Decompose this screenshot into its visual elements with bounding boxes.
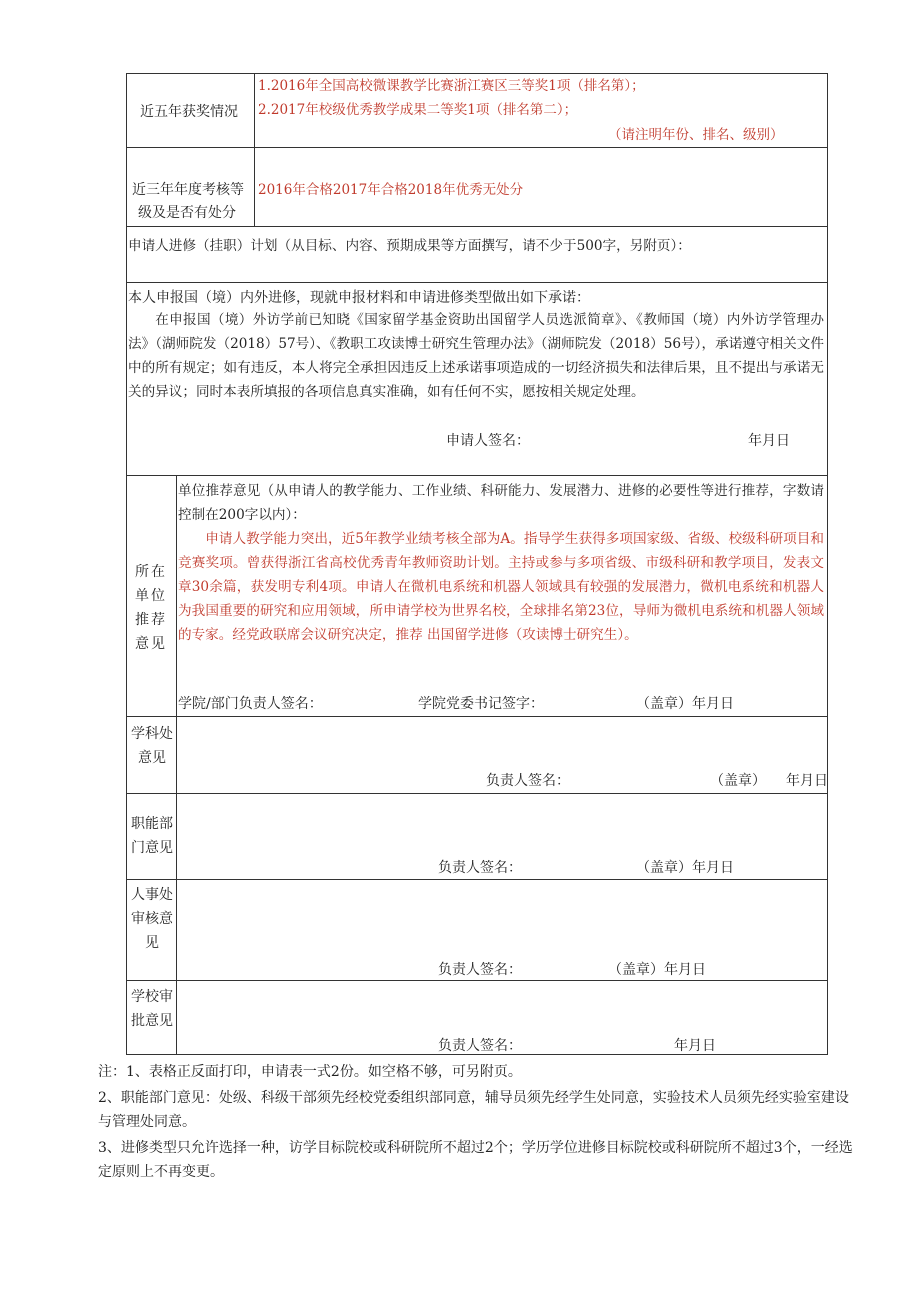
- awards-item-2: 2.2017年校级优秀教学成果二等奖1项（排名第二）；: [258, 102, 578, 118]
- column-divider: [254, 73, 255, 226]
- discipline-seal: （盖章）: [710, 773, 766, 789]
- school-signature-label: 负责人签名：: [438, 1038, 522, 1054]
- awards-label: 近五年获奖情况: [140, 104, 238, 120]
- plan-title: 申请人进修（挂职）计划（从目标、内容、预期成果等方面撰写，请不少于500字，另附页）：: [128, 238, 691, 254]
- row-divider: [126, 980, 828, 981]
- note-3: 3、进修类型只允许选择一种，访学目标院校或科研院所不超过2个；学历学位进修目标院校或科研院所不超过3个，一经选定原则上不再变更。: [98, 1140, 853, 1180]
- unit-recommendation-text: 申请人教学能力突出，近5年教学业绩考核全部为A。指导学生获得多项国家级、省级、校级科研项目和竞赛奖项。曾获得浙江省高校优秀青年教师资助计划。主持或参与多项省级、市级科研和教学项目，发表文章30余篇，获发明专利4项。申请人在微机电系统和机器人领域具有较强的发展潜力，微机电系统和机器人为我国重要的研究和应用领域，所申请学校为世界名校，全球排名第23位，导师为微机电系统和机器人领域的专家。经党政联席会议研究决定，推荐 出国留学进修（攻读博士研究生）。: [178, 531, 824, 643]
- note-2: 2、职能部门意见：处级、科级干部须先经校党委组织部同意，辅导员须先经学生处同意，实验技术人员须先经实验室建设与管理处同意。: [98, 1090, 849, 1130]
- row-divider: [126, 226, 828, 227]
- row-divider: [126, 879, 828, 880]
- discipline-signature-label: 负责人签名：: [486, 773, 570, 789]
- school-date: 年月日: [674, 1038, 716, 1054]
- discipline-office-label: 学科处意见: [131, 726, 173, 766]
- discipline-date: 年月日: [786, 773, 828, 789]
- school-approval-label: 学校审批意见: [131, 989, 173, 1029]
- dept-head-signature-label: 学院/部门负责人签名：: [178, 696, 323, 712]
- applicant-date-label: 年月日: [748, 433, 790, 449]
- pledge-body: 在申报国（境）外访学前已知晓《国家留学基金资助出国留学人员选派简章》、《教师国（境）内外访学管理办法》（湖师院发（2018）57号）、《教职工攻读博士研究生管理办法》（湖师院发（2018）56号），承诺遵守相关文件中的所有规定；如有违反，本人将完全承担因违反上述承诺事项造成的一切经济损失和法律后果，且不提出与承诺无关的异议；同时本表所填报的各项信息真实准确，如有任何不实，愿按相关规定处理。: [128, 312, 824, 400]
- functional-signature-label: 负责人签名：: [438, 860, 522, 876]
- row-divider: [126, 716, 828, 717]
- hr-seal-date: （盖章）年月日: [608, 962, 706, 978]
- column-divider: [176, 475, 177, 1055]
- assessment-label-line1: 近三年年度考核等: [132, 182, 244, 198]
- row-divider: [126, 793, 828, 794]
- unit-seal-date: （盖章）年月日: [636, 696, 734, 712]
- row-divider: [126, 475, 828, 476]
- assessment-value: 2016年合格2017年合格2018年优秀无处分: [258, 182, 524, 198]
- party-secretary-signature-label: 学院党委书记签字：: [418, 696, 544, 712]
- note-1: 注：1、表格正反面打印，申请表一式2份。如空格不够，可另附页。: [98, 1064, 522, 1080]
- applicant-signature-label: 申请人签名：: [446, 433, 530, 449]
- functional-seal-date: （盖章）年月日: [636, 860, 734, 876]
- row-divider: [126, 282, 828, 283]
- unit-recommendation-label: 所在单位推荐意见: [135, 564, 167, 652]
- functional-dept-label: 职能部门意见: [131, 816, 173, 856]
- row-divider: [126, 147, 828, 148]
- awards-hint: （请注明年份、排名、级别）: [608, 127, 784, 143]
- assessment-label-line2: 级及是否有处分: [138, 205, 236, 221]
- awards-item-1: 1.2016年全国高校微课教学比赛浙江赛区三等奖1项（排名第）；: [258, 78, 645, 94]
- pledge-intro: 本人申报国（境）内外进修，现就申报材料和申请进修类型做出如下承诺：: [128, 290, 590, 306]
- hr-signature-label: 负责人签名：: [438, 962, 522, 978]
- hr-review-label: 人事处审核意见: [131, 887, 173, 951]
- unit-instruction: 单位推荐意见（从申请人的教学能力、工作业绩、科研能力、发展潜力、进修的必要性等进行推荐，字数请控制在200字以内）：: [178, 483, 824, 523]
